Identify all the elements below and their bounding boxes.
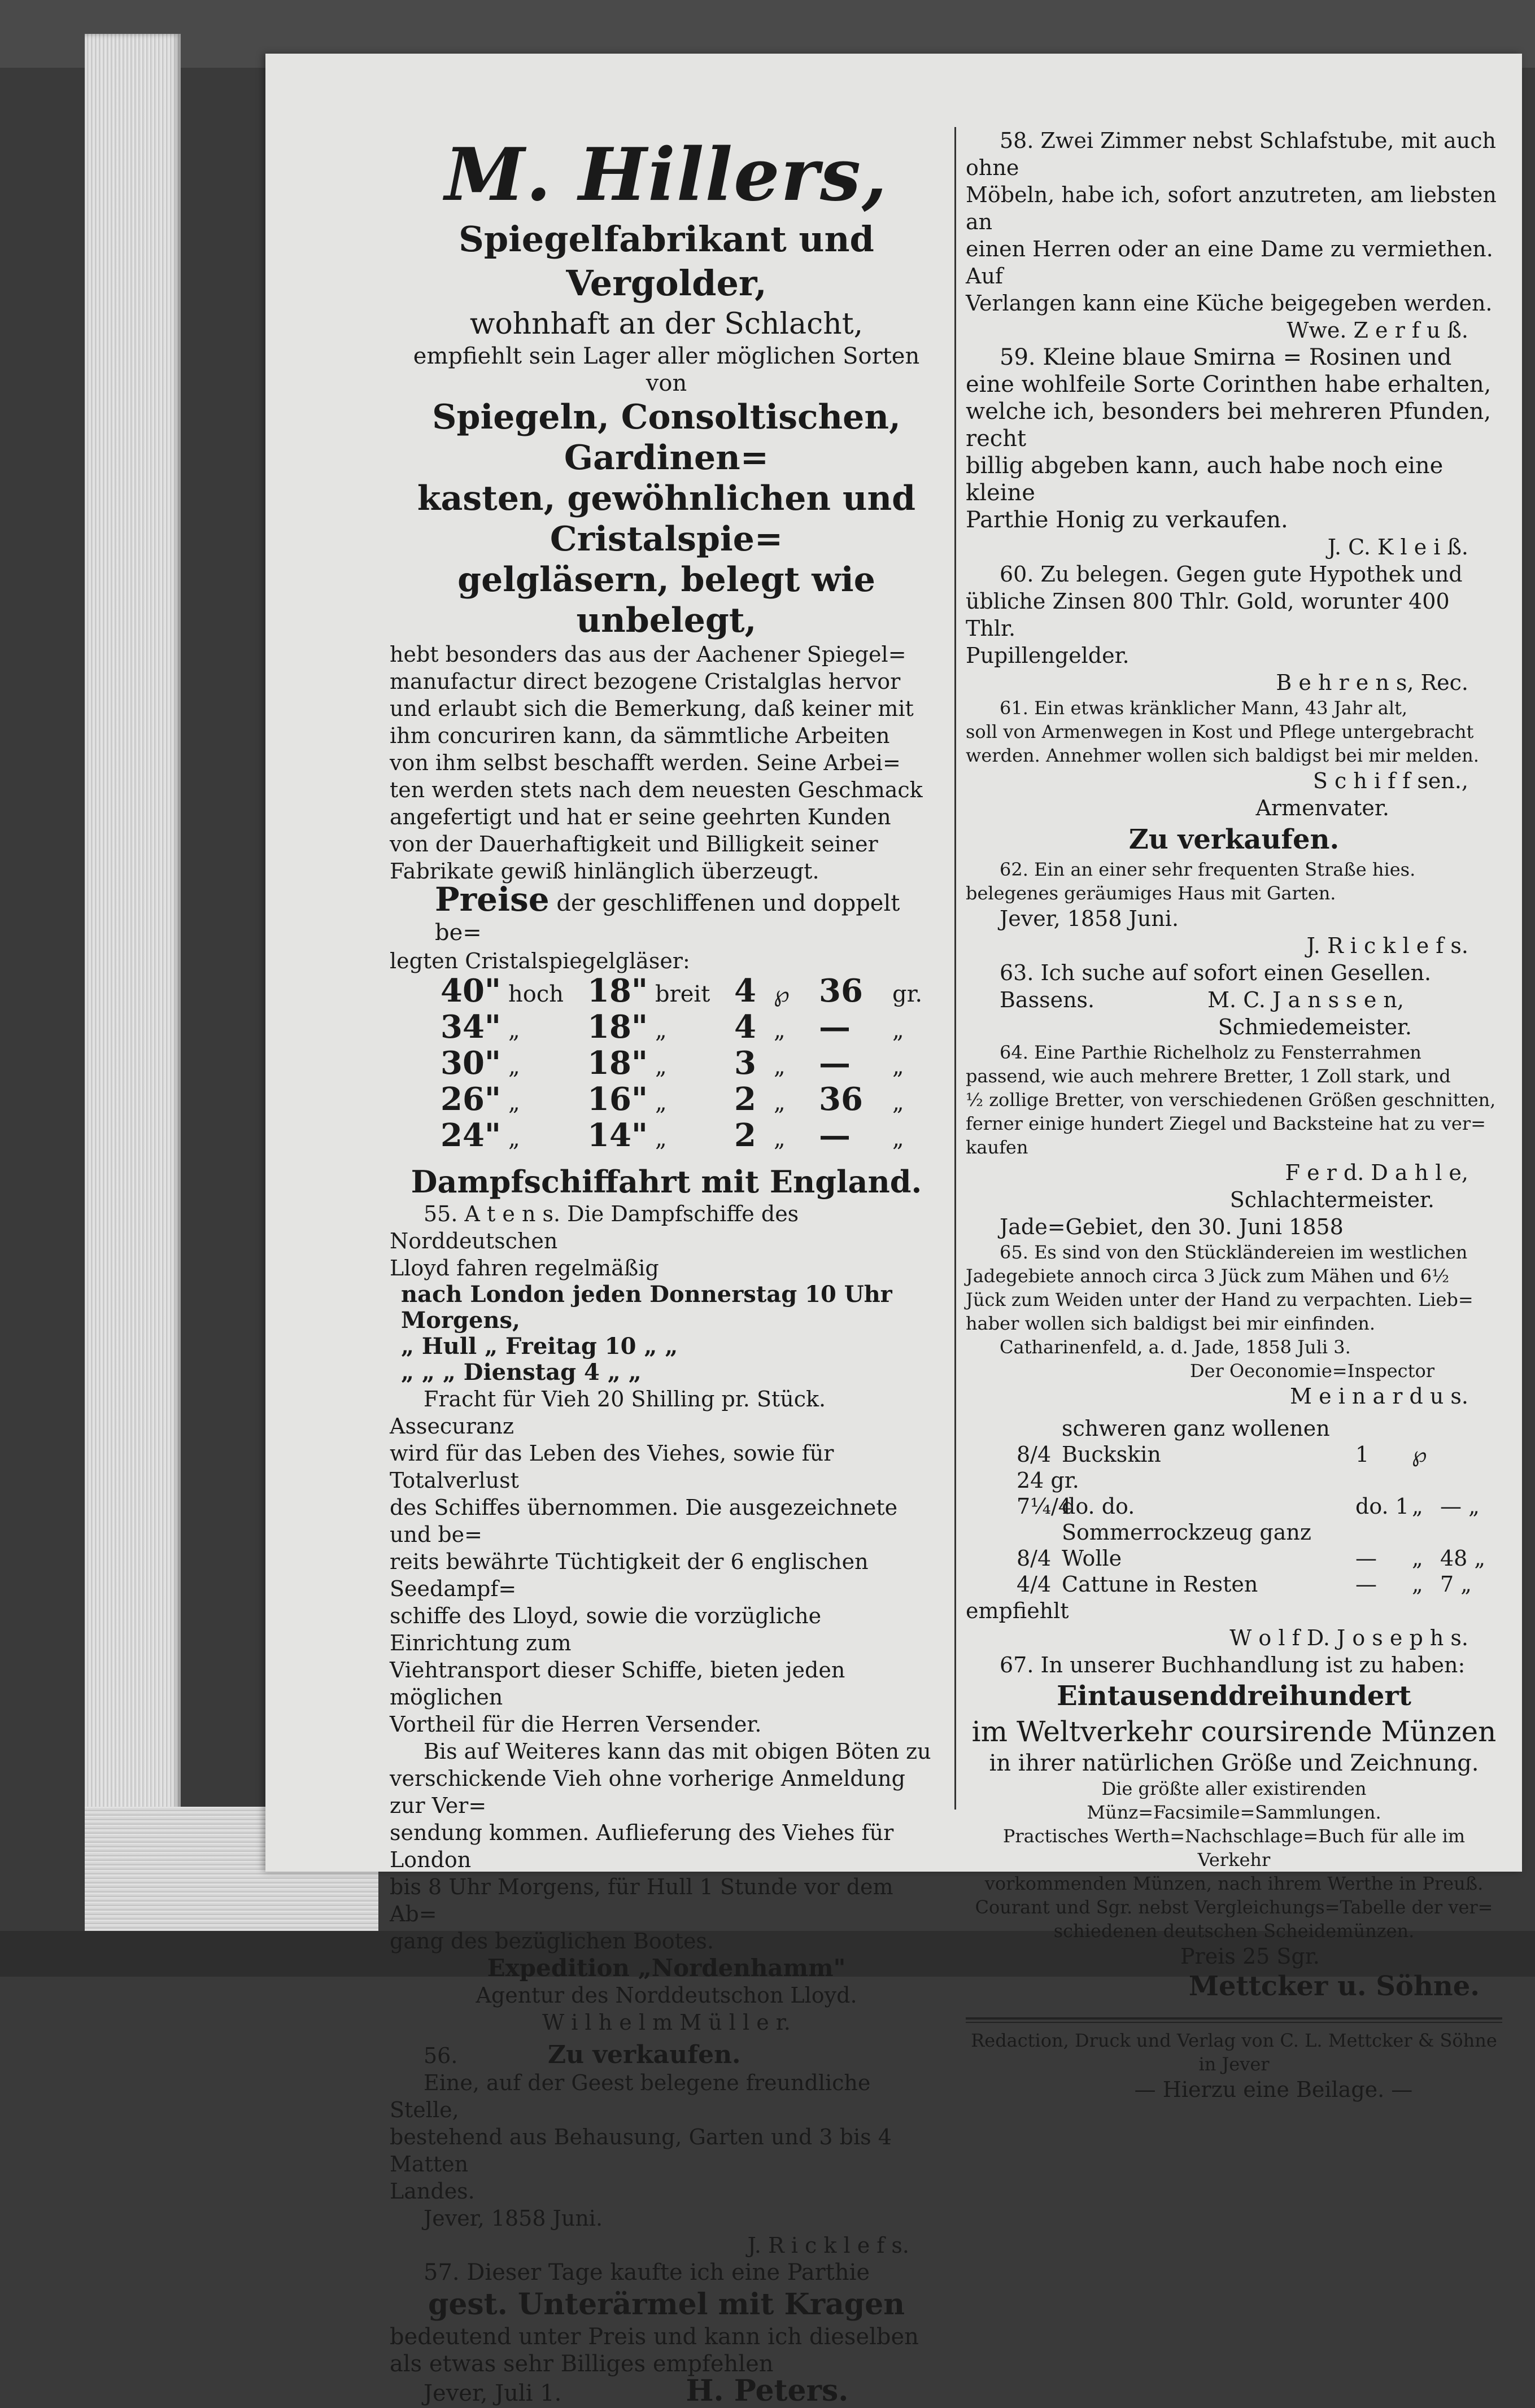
price-symbol: „ — [774, 1126, 786, 1152]
ad-67 — [966, 1651, 1502, 2003]
price-gr: gr. — [892, 981, 923, 1007]
price-groschen: 36 — [819, 972, 863, 1009]
footer-rule-thin — [966, 2022, 1502, 2023]
body-line: billig abgeben kann, auch habe noch eine kleine — [966, 453, 1444, 506]
price-row — [441, 974, 943, 1011]
body-line: Viehtransport dieser Schiffe, bieten jeden möglichen — [390, 1658, 845, 1710]
price-gr: „ — [892, 1054, 904, 1080]
body-line: verschickende Vieh ohne vorherige Anmeldung zur Ver= — [390, 1766, 905, 1818]
price-breit: „ — [655, 1054, 667, 1080]
price-groschen: — — [819, 1045, 851, 1082]
cloth-desc: Sommerrockzeug ganz Wolle — [1062, 1520, 1311, 1571]
body-line: 60. Zu belegen. Gegen gute Hypothek und — [1000, 562, 1463, 587]
price-row — [441, 1119, 943, 1155]
hillers-title: M. Hillers, — [444, 133, 888, 217]
ad-56 — [390, 2042, 943, 2259]
hillers-subtitle1: Spiegelfabrikant und Vergolder, — [459, 218, 874, 304]
body-line: 62. Ein an einer sehr frequenten Straße hies. — [1000, 859, 1416, 880]
body-line: gang des bezüglichen Bootes. — [390, 1929, 714, 1954]
cloth-row — [1017, 1519, 1502, 1571]
body-line: Pupillengelder. — [966, 643, 1130, 668]
preise-word: Preise — [435, 880, 550, 919]
ad-66 — [966, 1415, 1502, 1651]
price-table — [441, 974, 943, 1155]
ad64-signature: F e r d. D a h l e, — [1285, 1160, 1468, 1185]
price-breadth: 18" — [587, 1008, 648, 1046]
ad56-signature: J. R i c k l e f s. — [747, 2233, 909, 2258]
body-line: 61. Ein etwas kränklicher Mann, 43 Jahr alt, — [1000, 697, 1408, 719]
body-line: Courant und Sgr. nebst Vergleichungs=Tabelle der ver= — [975, 1896, 1493, 1918]
body-line: Parthie Honig zu verkaufen. — [966, 507, 1288, 533]
body-line: Jadegebiete annoch circa 3 Jück zum Mähen und 6½ — [966, 1265, 1450, 1287]
price-breadth: 18" — [587, 1045, 648, 1082]
body-line: belegenes geräumiges Haus mit Garten. — [966, 882, 1336, 904]
ad57-line2: bedeutend unter Preis und kann ich dieselben — [390, 2324, 919, 2350]
cloth-b: „ — [1412, 1546, 1423, 1571]
body-line: manufactur direct bezogene Cristalglas hervor — [390, 669, 901, 694]
cloth-qty: 8/4 — [1017, 1546, 1052, 1571]
ad67-line1: 67. In unserer Buchhandlung ist zu haben: — [1000, 1653, 1466, 1677]
ad-57 — [390, 2259, 943, 2407]
ad58-signature: Wwe. Z e r f u ß. — [1287, 318, 1468, 343]
body-line: vorkommenden Münzen, nach ihrem Werthe in Preuß. — [984, 1873, 1484, 1894]
cloth-desc: Cattune in Resten — [1062, 1572, 1258, 1597]
price-breit: „ — [655, 1126, 667, 1152]
ad67-heading1: Eintausenddreihundert — [1057, 1680, 1411, 1712]
price-height: 34" — [441, 1008, 502, 1046]
body-line: Verlangen kann eine Küche beigegeben werden. — [966, 291, 1493, 316]
body-line: ferner einige hundert Ziegel und Backsteine hat zu ver= — [966, 1113, 1486, 1134]
ad67-heading3: in ihrer natürlichen Größe und Zeichnung. — [989, 1750, 1479, 1776]
body-line: Die größte aller existirenden Münz=Facsimile=Sammlungen. — [1087, 1778, 1381, 1823]
price-height: 30" — [441, 1045, 502, 1082]
cloth-a: do. 1 — [1355, 1494, 1409, 1519]
body-line: Jück zum Weiden unter der Hand zu verpachten. Lieb= — [966, 1289, 1473, 1310]
hillers-ad — [390, 133, 943, 1155]
price-row — [441, 1083, 943, 1119]
body-line: 59. Kleine blaue Smirna = Rosinen und — [1000, 344, 1452, 370]
body-line: schiedenen deutschen Scheidemünzen. — [1053, 1920, 1415, 1942]
price-symbol: „ — [774, 1090, 786, 1116]
body-line: hebt besonders das aus der Aachener Spiegel= — [390, 642, 906, 667]
price-height: 40" — [441, 972, 502, 1009]
ad67-signature: Mettcker u. Söhne. — [1188, 1970, 1480, 2002]
body-line: von der Dauerhaftigkeit und Billigkeit seiner — [390, 832, 878, 856]
verkaufen-heading: Zu verkaufen. — [1128, 824, 1340, 855]
ad57-date-line — [390, 2374, 943, 2408]
cloth-desc: do. do. — [1062, 1494, 1135, 1519]
price-hoch: hoch — [508, 981, 564, 1007]
cloth-c: 24 gr. — [1017, 1468, 1079, 1493]
body-line: bestehend aus Behausung, Garten und 3 bis 4 Matten — [390, 2125, 892, 2177]
ad63-title: Schmiedemeister. — [1218, 1015, 1412, 1039]
ad61-signature: S c h i f f sen., — [1312, 768, 1468, 793]
price-hoch: „ — [508, 1017, 520, 1043]
ad-63 — [966, 959, 1502, 1041]
body-line: des Schiffes übernommen. Die ausgezeichnete und be= — [390, 1495, 898, 1547]
body-line: bis 8 Uhr Morgens, für Hull 1 Stunde vor dem Ab= — [390, 1874, 893, 1926]
dampf-expedition: Expedition „Nordenhamm" — [487, 1954, 846, 1982]
ad-64 — [966, 1041, 1502, 1213]
cloth-a: — — [1355, 1546, 1377, 1571]
body-line: Fracht für Vieh 20 Shilling pr. Stück. Assecuranz — [390, 1387, 826, 1439]
left-column — [390, 133, 943, 2408]
cloth-row — [1017, 1571, 1502, 1597]
right-column — [966, 127, 1502, 2102]
ad59-signature: J. C. K l e i ß. — [1327, 535, 1468, 560]
body-line: schiffe des Lloyd, sowie die vorzügliche Einrichtung zum — [390, 1603, 822, 1655]
price-row — [441, 1047, 943, 1083]
body-line: haber wollen sich baldigst bei mir einfinden. — [966, 1313, 1376, 1334]
ad57-line3: als etwas sehr Billiges empfehlen — [390, 2351, 774, 2377]
cloth-qty: 7¼/4 — [1017, 1494, 1072, 1519]
ad65-title: Der Oeconomie=Inspector — [1189, 1360, 1434, 1382]
preise-heading — [435, 880, 943, 947]
ad57-signature: H. Peters. — [686, 2374, 849, 2408]
price-breadth: 18" — [587, 972, 648, 1009]
footer-imprint: Redaction, Druck und Verlag von C. L. Mettcker & Söhne in Jever — [971, 2030, 1497, 2075]
price-hoch: „ — [508, 1054, 520, 1080]
hillers-subtitle2: wohnhaft an der Schlacht, — [469, 307, 864, 341]
ad67-heading2: im Weltverkehr coursirende Münzen — [971, 1715, 1497, 1748]
ad62-date: Jever, 1858 Juni. — [1000, 906, 1179, 931]
price-height: 26" — [441, 1081, 502, 1118]
preise-line2: legten Cristalspiegelgläser: — [390, 949, 690, 973]
ad63-place: Bassens. — [1000, 987, 1095, 1012]
cloth-b: „ — [1412, 1494, 1423, 1519]
body-line: Vortheil für die Herren Versender. — [390, 1712, 762, 1737]
price-gr: „ — [892, 1017, 904, 1043]
body-line: Practisches Werth=Nachschlage=Buch für alle im Verkehr — [1002, 1825, 1466, 1871]
body-line: wird für das Leben des Viehes, sowie für Totalverlust — [390, 1441, 834, 1493]
dampf-schedule-london: nach London jeden Donnerstag 10 Uhr Morgens, — [401, 1281, 892, 1334]
price-groschen: — — [819, 1117, 851, 1154]
body-line: ½ zollige Bretter, von verschiedenen Größen geschnitten, — [966, 1089, 1496, 1111]
price-symbol: „ — [774, 1017, 786, 1043]
price-gr: „ — [892, 1090, 904, 1116]
ad56-heading-line — [390, 2042, 943, 2069]
cloth-row — [1017, 1415, 1502, 1493]
cloth-qty: 8/4 — [1017, 1442, 1052, 1467]
body-line: Bis auf Weiteres kann das mit obigen Böten zu — [424, 1739, 931, 1764]
hillers-big2: kasten, gewöhnlichen und Cristalspie= — [417, 479, 916, 559]
price-taler: 3 — [734, 1045, 756, 1082]
price-breit: „ — [655, 1017, 667, 1043]
column-divider — [954, 127, 956, 1810]
price-taler: 4 — [734, 1008, 756, 1046]
body-line: Möbeln, habe ich, sofort anzutreten, am liebsten an — [966, 182, 1497, 234]
body-line: eine wohlfeile Sorte Corinthen habe erhalten, — [966, 372, 1492, 397]
dampf-body — [390, 1386, 943, 1955]
body-line: 65. Es sind von den Stückländereien im westlichen — [1000, 1242, 1468, 1263]
ad63-place-line — [966, 986, 1502, 1013]
dampf-agentur: Agentur des Norddeutschon Lloyd. — [476, 1983, 857, 2008]
ad-62 — [966, 858, 1502, 959]
price-breit: „ — [655, 1090, 667, 1116]
body-line: Eine, auf der Geest belegene freundliche Stelle, — [390, 2070, 871, 2122]
price-hoch: „ — [508, 1090, 520, 1116]
hillers-big3: gelgläsern, belegt wie unbelegt, — [457, 560, 875, 640]
ad-60 — [966, 561, 1502, 696]
body-line: sendung kommen. Auflieferung des Viehes für London — [390, 1820, 894, 1872]
body-line: reits bewährte Tüchtigkeit der 6 englischen Seedampf= — [390, 1549, 869, 1601]
ad-61 — [966, 696, 1502, 821]
price-groschen: 36 — [819, 1081, 863, 1118]
cloth-c: 7 „ — [1440, 1572, 1472, 1597]
dampf-intro1: 55. A t e n s. Die Dampfschiffe des Norddeutschen — [390, 1201, 799, 1253]
ad65-signature: M e i n a r d u s. — [1290, 1384, 1468, 1409]
hillers-big1: Spiegeln, Consoltischen, Gardinen= — [432, 397, 901, 478]
dampf-schedule-tuesday: „ „ „ Dienstag 4 „ „ — [401, 1359, 642, 1386]
footer — [966, 2029, 1502, 2103]
price-gr: „ — [892, 1126, 904, 1152]
ad57-heading: gest. Unterärmel mit Kragen — [428, 2287, 905, 2322]
body-line: welche ich, besonders bei mehreren Pfunden, recht — [966, 399, 1492, 452]
body-line: kaufen — [966, 1137, 1028, 1158]
price-symbol: ℘ — [774, 981, 790, 1007]
price-hoch: „ — [508, 1126, 520, 1152]
price-breadth: 16" — [587, 1081, 648, 1118]
dampf-title: Dampfschiffahrt mit England. — [411, 1164, 922, 1200]
ad61-title: Armenvater. — [1255, 796, 1389, 820]
body-line: und erlaubt sich die Bemerkung, daß keiner mit — [390, 696, 914, 721]
ad67-price: Preis 25 Sgr. — [1180, 1944, 1320, 1969]
body-line: Fabrikate gewiß hinlänglich überzeugt. — [390, 859, 819, 884]
price-taler: 4 — [734, 972, 756, 1009]
body-line: übliche Zinsen 800 Thlr. Gold, worunter 400 Thlr. — [966, 589, 1450, 641]
dampf-ad — [390, 1163, 943, 2036]
ad62-signature: J. R i c k l e f s. — [1306, 933, 1468, 958]
footer-beilage: — Hierzu eine Beilage. — — [1134, 2077, 1413, 2102]
price-row — [441, 1008, 943, 1047]
ad56-heading: Zu verkaufen. — [548, 2040, 741, 2069]
body-line: ihm concuriren kann, da sämmtliche Arbeiten — [390, 723, 890, 748]
ad63-signature: M. C. J a n s s e n, — [1207, 987, 1404, 1012]
cloth-a: — — [1355, 1572, 1377, 1597]
ad65-date-top: Jade=Gebiet, den 30. Juni 1858 — [1000, 1214, 1344, 1239]
ad63-line1: 63. Ich suche auf sofort einen Gesellen. — [1000, 960, 1432, 985]
ad-65 — [966, 1213, 1502, 1410]
body-line: 64. Eine Parthie Richelholz zu Fensterrahmen — [1000, 1042, 1421, 1063]
cloth-row — [1017, 1493, 1502, 1519]
ad57-date: Jever, Juli 1. — [424, 2380, 562, 2406]
price-symbol: „ — [774, 1054, 786, 1080]
dampf-schedule-hull: „ Hull „ Freitag 10 „ „ — [401, 1333, 678, 1360]
ad66-signature: W o l f D. J o s e p h s. — [1229, 1625, 1468, 1650]
hillers-body — [390, 641, 943, 885]
ad56-date: Jever, 1858 Juni. — [424, 2206, 603, 2231]
body-line: angefertigt und hat er seine geehrten Kunden — [390, 805, 891, 829]
cloth-b: „ — [1412, 1572, 1423, 1597]
body-line: 58. Zwei Zimmer nebst Schlafstube, mit auch ohne — [966, 128, 1496, 180]
ad60-signature: B e h r e n s, Rec. — [1276, 670, 1468, 695]
preise-rest: der geschliffenen und doppelt be= — [435, 890, 900, 946]
body-line: werden. Annehmer wollen sich baldigst bei mir melden. — [966, 745, 1479, 766]
dampf-intro2: Lloyd fahren regelmäßig — [390, 1256, 659, 1281]
ad-59 — [966, 344, 1502, 561]
body-line: passend, wie auch mehrere Bretter, 1 Zoll stark, und — [966, 1065, 1451, 1087]
body-line: von ihm selbst beschafft werden. Seine Arbei= — [390, 750, 901, 775]
cloth-qty: 4/4 — [1017, 1572, 1052, 1597]
ad56-number: 56. — [424, 2043, 458, 2068]
ad64-title: Schlachtermeister. — [1229, 1187, 1434, 1212]
ad66-empfiehlt: empfiehlt — [966, 1598, 1069, 1623]
body-line: soll von Armenwegen in Kost und Pflege untergebracht — [966, 721, 1474, 742]
hillers-line1: empfiehlt sein Lager aller möglichen Sorten von — [413, 343, 920, 396]
price-height: 24" — [441, 1117, 502, 1154]
cloth-c: — „ — [1440, 1494, 1480, 1519]
ad65-date: Catharinenfeld, a. d. Jade, 1858 Juli 3. — [1000, 1336, 1351, 1358]
cloth-a: 1 — [1355, 1442, 1370, 1467]
body-line: einen Herren oder an eine Dame zu vermiethen. Auf — [966, 237, 1493, 289]
cloth-b: ℘ — [1412, 1442, 1427, 1467]
ad-58 — [966, 127, 1502, 344]
price-groschen: — — [819, 1008, 851, 1046]
price-breadth: 14" — [587, 1117, 648, 1154]
price-taler: 2 — [734, 1117, 756, 1154]
price-breit: breit — [655, 981, 710, 1007]
price-taler: 2 — [734, 1081, 756, 1118]
body-line: Landes. — [390, 2179, 475, 2204]
cloth-desc: schweren ganz wollenen Buckskin — [1062, 1416, 1330, 1467]
book-page-edges — [85, 34, 181, 1841]
ad57-line1: 57. Dieser Tage kaufte ich eine Parthie — [424, 2260, 870, 2285]
footer-rule-thick — [966, 2017, 1502, 2020]
body-line: ten werden stets nach dem neuesten Geschmack — [390, 777, 923, 802]
dampf-name: W i l h e l m M ü l l e r. — [542, 2010, 791, 2035]
cloth-c: 48 „ — [1440, 1546, 1486, 1571]
